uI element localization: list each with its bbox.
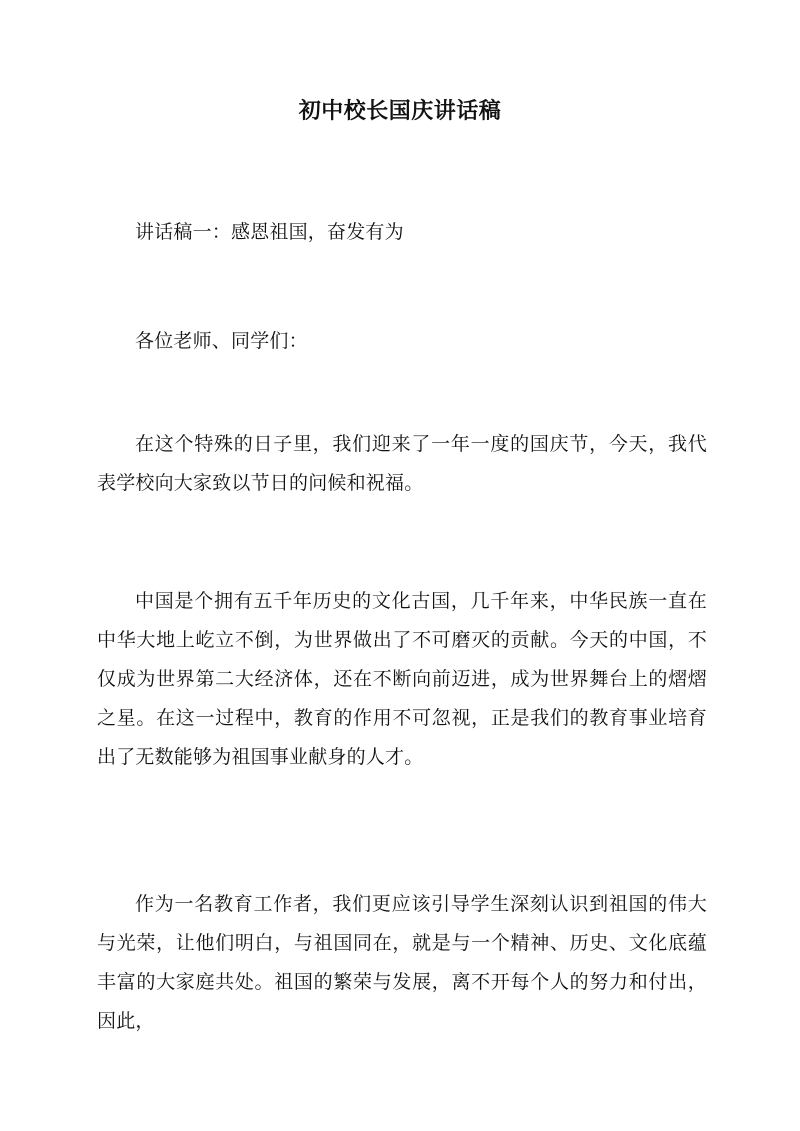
paragraph-greeting: 各位老师、同学们： (135, 330, 308, 352)
paragraph-china-history: 中国是个拥有五千年历史的文化古国，几千年来，中华民族一直在中华大地上屹立不倒，为世界做出了不可磨灭的贡献。今天的中国，不仅成为世界第二大经济体，还在不断向前迈进，成为世界舞台上的熠熠之星。在这一过程中，教育的作用不可忽视，正是我们的教育事业培育出了无数能够为祖国事业献身的人才。 (97, 590, 707, 768)
paragraph-speech-heading: 讲话稿一：感恩祖国，奋发有为 (135, 221, 404, 243)
paragraph-educator-role: 作为一名教育工作者，我们更应该引导学生深刻认识到祖国的伟大与光荣，让他们明白，与祖国同在，就是与一个精神、历史、文化底蕴丰富的大家庭共处。祖国的繁荣与发展，离不开每个人的努力和付出，因此， (97, 893, 707, 1032)
document-title: 初中校长国庆讲话稿 (298, 98, 502, 124)
paragraph-opening: 在这个特殊的日子里，我们迎来了一年一度的国庆节，今天，我代表学校向大家致以节日的问候和祝福。 (97, 433, 707, 494)
